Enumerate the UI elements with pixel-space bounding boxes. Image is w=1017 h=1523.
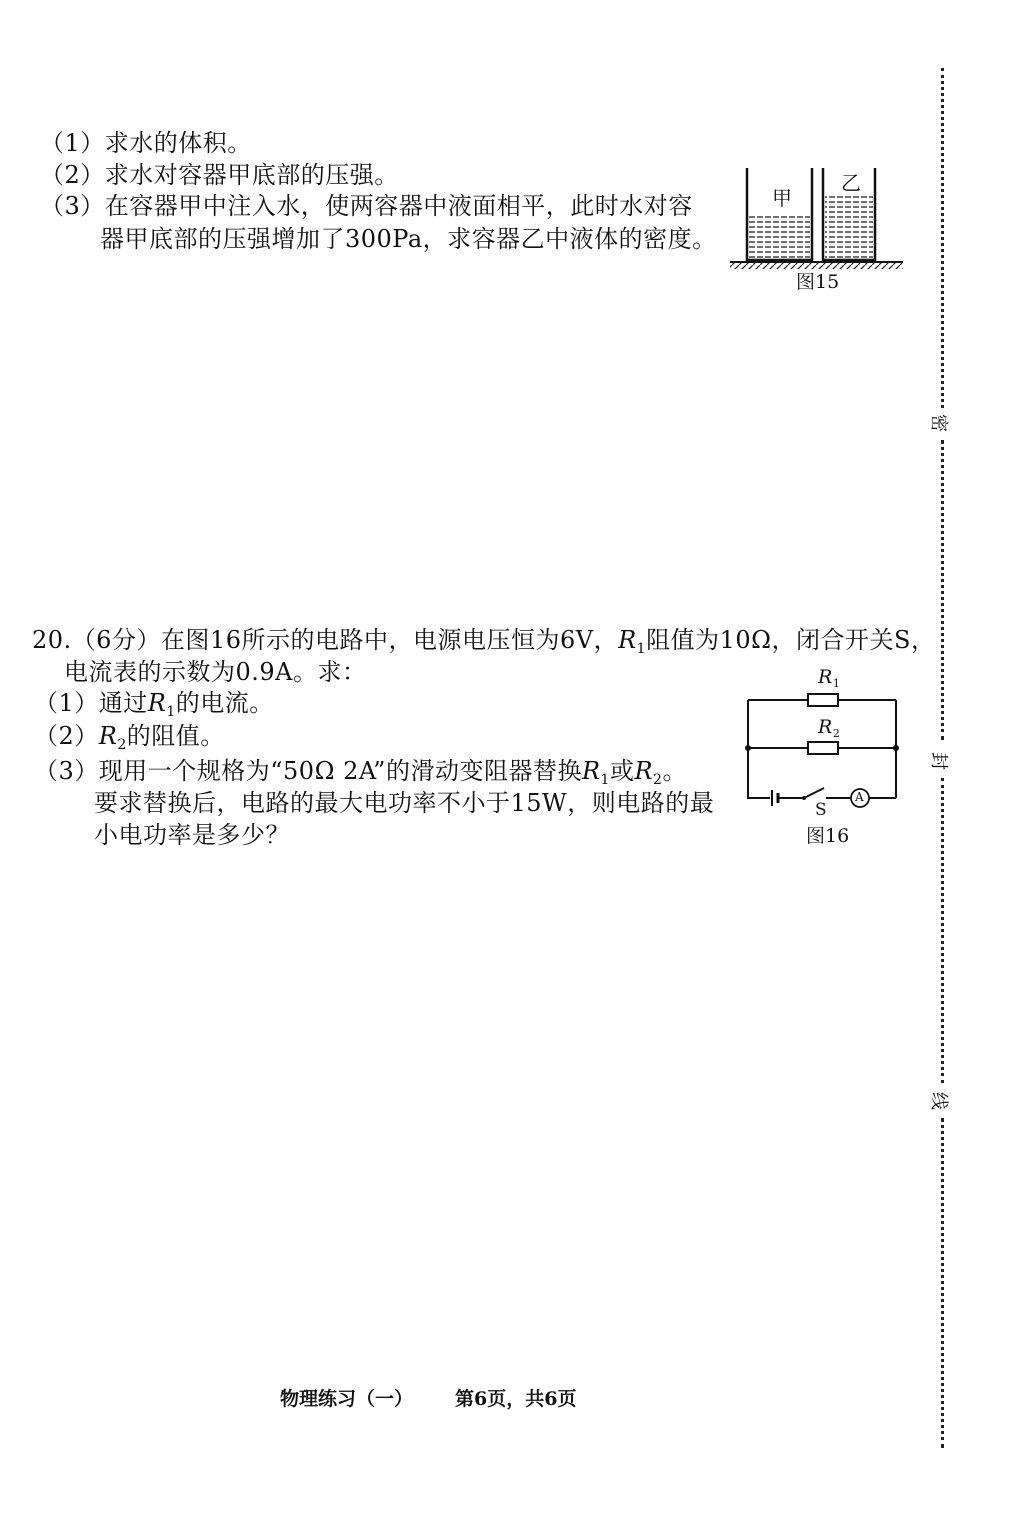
liquid-jia (749, 215, 810, 259)
q20-part2: $(2)R_2$的阻值。 (34, 722, 225, 753)
fig16-caption: 图16 (806, 825, 850, 847)
binding-dotted-line-1 (941, 68, 944, 408)
q20-stem-line1: 20.（6分）在图16所示的电路中，电源电压恒为6V，$R_1$阻值为10Ω，闭合开关S， (32, 626, 936, 657)
footer-exam-title: 物理练习（一） (280, 1388, 414, 1410)
fig15-label-jia: 甲 (772, 186, 793, 210)
resistor-r1 (808, 694, 838, 706)
junction-right (893, 745, 899, 751)
binding-dotted-line-3 (941, 778, 944, 1083)
q20-part1: （1）通过$R_1$的电流。 (34, 689, 274, 720)
binding-dotted-line-4 (941, 1118, 944, 1448)
q20-stem-line2: 电流表的示数为0.9A。求： (64, 658, 367, 686)
q19-part3-line2: 器甲底部的压强增加了300Pa，求容器乙中液体的密度。 (100, 225, 717, 253)
binding-label-feng: 封 (928, 752, 949, 770)
q20-part3-line1: （3）现用一个规格为“50Ω 2A”的滑动变阻器替换$R_1$或$R_2$。 (34, 757, 687, 788)
q20-part3-line2: 要求替换后，电路的最大电功率不小于15W，则电路的最 (94, 789, 715, 817)
binding-label-mi: 密 (928, 414, 949, 432)
junction-left (745, 745, 751, 751)
q20-part3-line3: 小电功率是多少？ (94, 821, 290, 849)
fig15-label-yi: 乙 (841, 171, 862, 195)
binding-label-xian: 线 (928, 1092, 949, 1110)
fig16-ammeter-label: A (855, 790, 865, 804)
liquid-yi (825, 194, 873, 259)
figure-15-containers (725, 160, 910, 270)
q19-part1: （1）求水的体积。 (40, 129, 252, 157)
binding-dotted-line-2 (941, 440, 944, 740)
fig15-caption: 图15 (796, 271, 840, 293)
q19-part2: （2）求水对容器甲底部的压强。 (40, 161, 399, 189)
fig16-label-s: S (815, 800, 828, 820)
ground-hatch (730, 263, 903, 269)
switch-s (804, 788, 824, 798)
footer-page-number: 第6页，共6页 (455, 1388, 577, 1410)
fig16-label-r1: $R_1$ (818, 666, 841, 690)
q19-part3-line1: （3）在容器甲中注入水，使两容器中液面相平，此时水对容 (40, 192, 693, 220)
fig16-label-r2: $R_2$ (818, 716, 841, 740)
